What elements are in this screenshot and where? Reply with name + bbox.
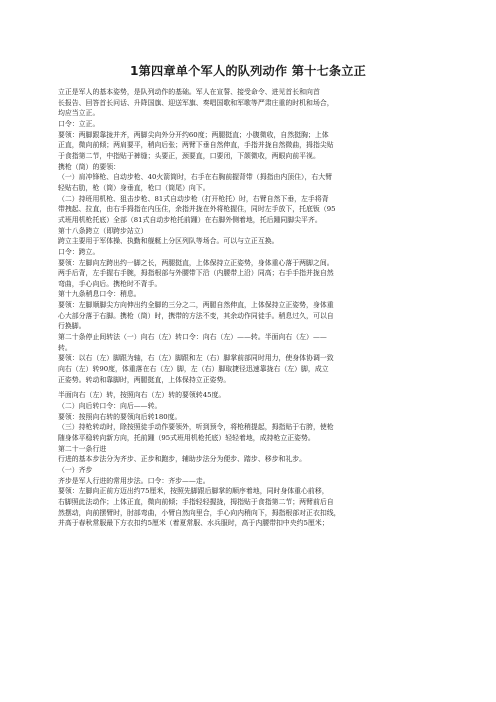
text-line: 要领：按照向右转的要领向后转180度。	[58, 412, 182, 421]
text-line: 向右（左）转90度，体重落在右（左）脚，左（右）脚取捷径迅速靠拢右（左）脚，成立	[58, 365, 329, 374]
text-line: 口令：跨立。	[58, 247, 100, 256]
text-line: 要领：两脚跟靠拢并齐，两脚尖向外分开约60度；两腿挺直；小腹微收，自然挺胸；上体	[58, 130, 329, 139]
text-line: 然摆动，向前摆臂时，肘部弯曲，小臂自然向里合，手心向内稍向下，拇指根部对正衣扣线，	[58, 508, 341, 517]
text-line: 转。	[58, 343, 72, 352]
text-line: 第二十条停止间转法（一）向右（左）转口令：向右（左）——转。半面向右（左）——	[58, 333, 327, 342]
text-line: 式班用机枪托底）全部（81式自动步枪托前踵）在右脚外侧着地，托后踵同脚尖平齐。	[58, 215, 322, 224]
text-line: 于食指第二节，中指贴于裤缝；头要正，颈要直，口要闭，下颌微收，两眼向前平视。	[58, 151, 320, 160]
text-line: 齐步是军人行进的常用步法。口令：齐步——走。	[58, 476, 210, 485]
text-line: 口令：立正。	[58, 119, 100, 128]
text-line: 第十九条稍息口令：稍息。	[58, 290, 141, 299]
text-line: （二）向后转口令：向后——转。	[58, 402, 162, 411]
text-line: 第十八条跨立（即跨步站立）	[58, 226, 148, 235]
text-line: 长报告、回答首长问话、升降国旗、迎送军旗、奏唱国歌和军歌等严肃庄重的时机和场合，	[58, 98, 334, 107]
text-line: 均应当立正。	[58, 109, 100, 118]
text-line: （一）齐步	[58, 465, 93, 474]
text-line: （一）肩冲锋枪、自动步枪、40火箭筒时，右手在右胸前握背带（拇指由内顶住），右大臂	[58, 173, 333, 182]
text-line: （二）持班用机枪、狙击步枪、81式自动步枪（打开枪托）时，右臂自然下垂，左手将背	[58, 194, 329, 203]
text-line: 携枪（筒）的要领：	[58, 162, 121, 171]
text-line: 两手后背，左手握右手腕，拇指根部与外腰带下沿（内腰带上沿）同高；右手手指并拢自然	[58, 269, 334, 278]
text-line: 行进的基本步法分为齐步、正步和跑步，辅助步法分为便步、踏步、移步和礼步。	[58, 455, 307, 464]
document-body-part-2	[58, 390, 438, 529]
text-line: 要领：左脚向左跨出约一脚之长，两腿挺直，上体保持立正姿势，身体重心落于两脚之间。	[58, 258, 334, 267]
text-line: 要领：以右（左）脚跟为轴，右（左）脚跟和左（右）脚掌前部同时用力，使身体协调一致	[58, 354, 334, 363]
text-line: 跨立主要用于军体操、执勤和舰艇上分区列队等场合。可以与立正互换。	[58, 237, 279, 246]
text-line: 轻贴右肋，枪（筒）身垂直，枪口（筒尾）向下。	[58, 183, 210, 192]
text-line: 右脚照此法动作；上体正直，微向前倾；手指轻轻握拢，拇指贴于食指第二节；两臂前后自	[58, 497, 334, 506]
text-line: 并高于春秋常服最下方衣扣约5厘米（着夏常服、水兵服时，高于内腰带扣中央约5厘米；	[58, 519, 329, 528]
text-line: 要领：左脚顺脚尖方向伸出约全脚的三分之二，两腿自然伸直，上体保持立正姿势，身体重	[58, 301, 334, 310]
text-line: 心大部分落于右脚。携枪（筒）时，携带的方法不变，其余动作同徒手。稍息过久，可以自	[58, 311, 334, 320]
text-line: 行换脚。	[58, 322, 86, 331]
text-line: 带拽起、拉直，由右手拇指在内压住，余指并拢在外将枪握住，同时左手放下，托底钣（95	[58, 205, 336, 214]
text-line: 第二十一条行进	[58, 444, 107, 453]
text-line: 随身体平稳转向新方向，托前踵（95式班用机枪托底）轻轻着地，成持枪立正姿势。	[58, 434, 315, 442]
document-body-part-1	[58, 87, 438, 385]
text-line: 正姿势。转动和靠脚时，两腿挺直，上体保持立正姿势。	[58, 375, 231, 384]
text-line: 半面向右（左）转，按照向右（左）转的要领转45度。	[58, 391, 226, 400]
document-title: 1第四章单个军人的队列动作 第十七条立正	[129, 64, 367, 78]
text-line: 要领：左脚向正前方迈出约75厘米，按照先脚跟后脚掌的顺序着地，同时身体重心前移，	[58, 487, 329, 496]
text-line: 立正是军人的基本姿势，是队列动作的基础。军人在宣誓、接受命令、进见首长和向首	[58, 88, 320, 96]
text-line: 正直，微向前倾；两肩要平，稍向后张；两臂下垂自然伸直，手指并拢自然微曲，拇指尖贴	[58, 141, 334, 150]
text-line: 弯曲，手心向后。携枪时不背手。	[58, 279, 162, 288]
text-line: （三）持枪转动时，除按照徒手动作要领外，听到预令，将枪稍提起，拇指贴于右胯，使枪	[58, 423, 334, 432]
